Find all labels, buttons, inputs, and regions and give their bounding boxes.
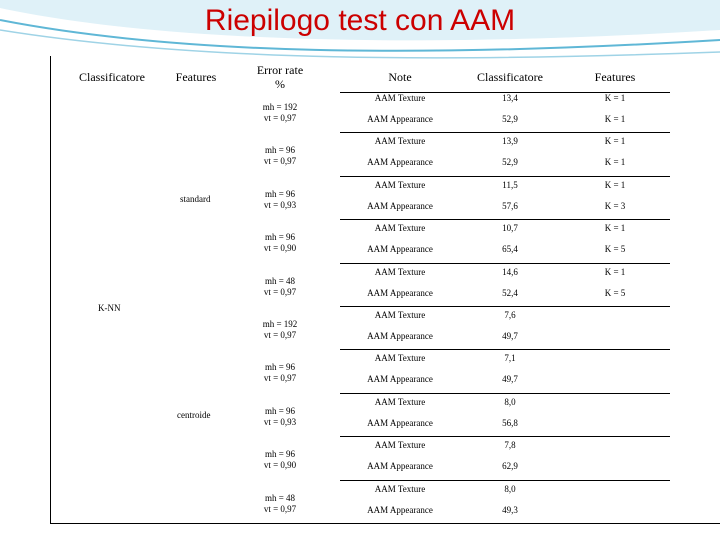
row-value: 11,5 [502,179,518,190]
param-vt: vt = 0,97 [263,503,297,514]
row-value: 57,6 [502,200,518,211]
param-vt: vt = 0,97 [263,373,297,384]
header-note: Note [388,70,412,84]
row-note: AAM Texture [374,179,426,190]
slide-title: Riepilogo test con AAM [204,4,516,37]
row-value: 62,9 [502,461,518,472]
row-note: AAM Texture [374,266,426,277]
row-feature: K = 1 [604,223,626,234]
row-note: AAM Appearance [367,461,433,472]
row-value: 7,1 [504,353,516,364]
param-mh: mh = 192 [262,102,298,112]
classifier-label: K-NN [98,303,121,313]
row-note: AAM Appearance [367,157,433,168]
row-note: AAM Texture [374,440,426,451]
param-block [252,102,308,124]
row-value: 10,7 [502,223,518,234]
param-vt: vt = 0,90 [263,243,297,254]
row-divider [340,219,670,220]
row-divider [340,306,670,307]
row-note: AAM Texture [374,136,426,147]
row-divider [340,176,670,177]
param-block [252,362,308,384]
row-value: 13,9 [502,136,518,147]
row-value: 7,8 [504,440,516,451]
param-vt: vt = 0,97 [263,113,297,123]
row-feature: K = 1 [604,136,626,147]
row-value: 52,9 [502,157,518,168]
group-label-standard: standard [180,194,211,204]
row-feature: K = 3 [604,200,626,211]
row-feature: K = 5 [604,287,626,298]
row-feature: K = 1 [604,266,626,277]
param-mh: mh = 96 [264,449,296,460]
param-mh: mh = 96 [264,145,296,156]
row-feature: K = 1 [604,93,626,103]
row-value: 8,0 [504,483,516,494]
group-label-centroide: centroide [177,410,211,420]
row-value: 52,9 [502,114,518,124]
param-block [252,449,308,471]
row-note: AAM Texture [374,396,426,407]
row-value: 65,4 [502,244,518,255]
param-mh: mh = 96 [264,362,296,373]
row-note: AAM Appearance [367,114,433,124]
row-feature: K = 5 [604,244,626,255]
row-divider [340,436,670,437]
param-block [252,189,308,211]
param-mh: mh = 192 [262,319,298,329]
param-block [252,493,308,515]
row-value: 52,4 [502,287,518,298]
row-divider [340,132,670,133]
row-value: 49,7 [502,374,518,385]
row-divider [340,480,670,481]
row-note: AAM Appearance [367,331,433,341]
param-block [252,232,308,254]
param-vt: vt = 0,97 [263,330,297,340]
row-value: 13,4 [502,93,518,103]
row-note: AAM Appearance [367,374,433,385]
param-block [252,319,308,341]
header-features: Features [175,70,217,84]
param-vt: vt = 0,97 [263,156,297,167]
row-note: AAM Appearance [367,244,433,255]
param-vt: vt = 0,90 [263,460,297,471]
header-classificatore-2: Classificatore [477,70,543,84]
row-note: AAM Appearance [367,417,433,428]
row-note: AAM Texture [374,93,426,103]
param-mh: mh = 48 [264,275,296,286]
row-note: AAM Texture [374,310,426,320]
row-note: AAM Appearance [367,287,433,298]
row-feature: K = 1 [604,114,626,124]
row-value: 49,7 [502,331,518,341]
param-mh: mh = 96 [264,405,296,416]
row-feature: K = 1 [604,179,626,190]
param-mh: mh = 96 [264,232,296,243]
row-feature: K = 1 [604,157,626,168]
param-mh: mh = 96 [264,188,296,199]
row-note: AAM Texture [374,223,426,234]
param-mh: mh = 48 [264,492,296,503]
header-classificatore: Classificatore [79,70,145,84]
row-value: 8,0 [504,396,516,407]
param-vt: vt = 0,93 [263,416,297,427]
row-note: AAM Texture [374,483,426,494]
row-value: 49,3 [502,504,518,515]
row-value: 7,6 [504,310,516,320]
row-divider [340,263,670,264]
row-value: 14,6 [502,266,518,277]
param-block [252,276,308,298]
row-value: 56,8 [502,417,518,428]
header-features-2: Features [594,70,636,84]
param-block [252,406,308,428]
param-vt: vt = 0,93 [263,199,297,210]
row-note: AAM Appearance [367,504,433,515]
param-block [252,145,308,167]
row-divider [340,349,670,350]
header-error-rate: Error rate % [256,63,304,91]
row-note: AAM Appearance [367,200,433,211]
row-divider [340,393,670,394]
param-vt: vt = 0,97 [263,286,297,297]
row-note: AAM Texture [374,353,426,364]
